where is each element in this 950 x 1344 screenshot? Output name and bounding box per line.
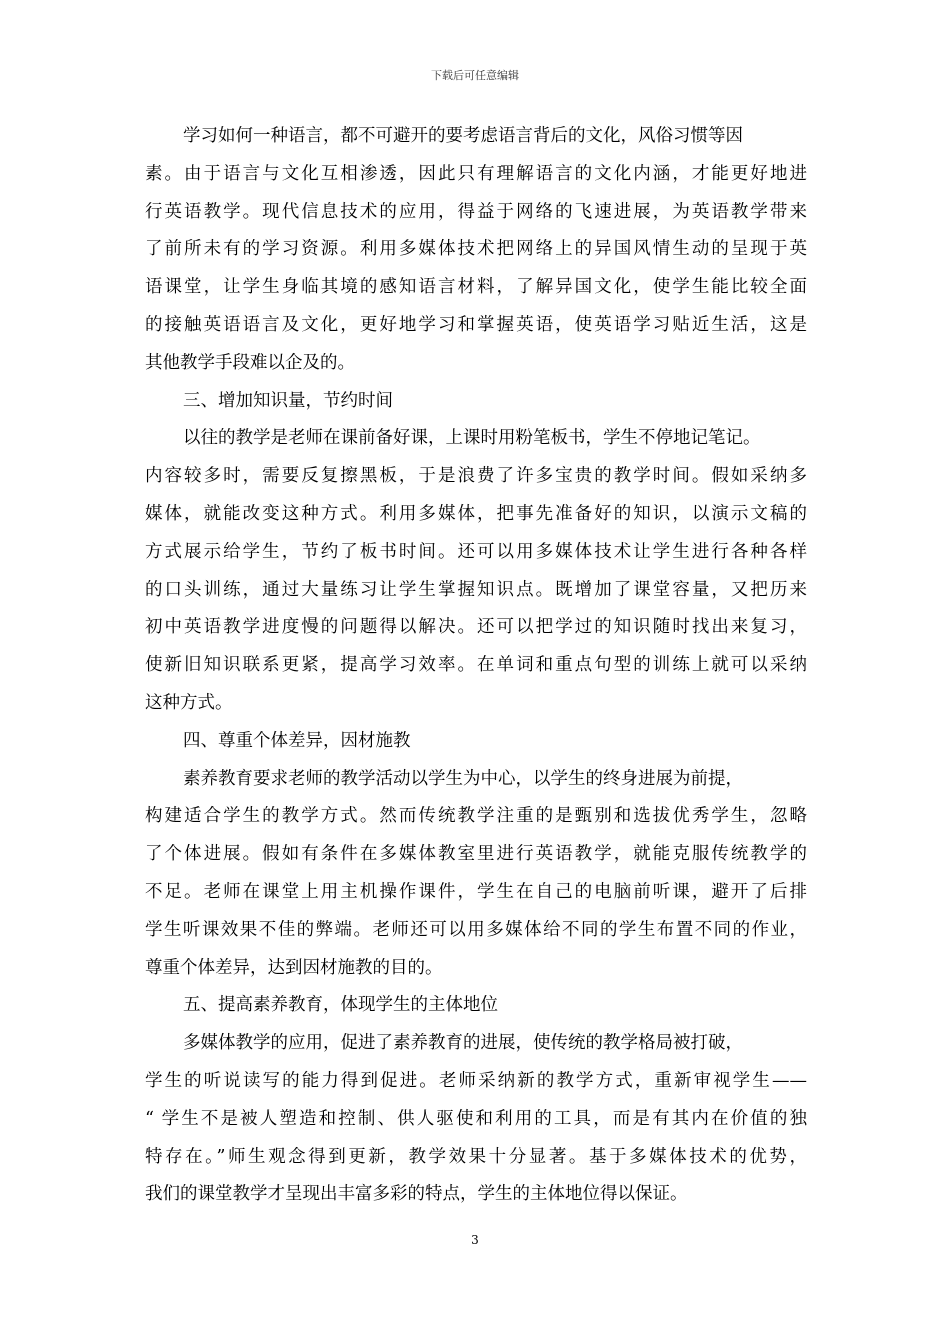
text-line: 我们的课堂教学才呈现出丰富多彩的特点，学生的主体地位得以保证。 xyxy=(145,1184,688,1205)
text-line: 以往的教学是老师在课前备好课，上课时用粉笔板书，学生不停地记笔记。 xyxy=(183,428,761,449)
text-line: 学生的听说读写的能力得到促进。老师采纳新的教学方式，重新审视学生—— xyxy=(145,1070,807,1091)
section-heading: 五、提高素养教育，体现学生的主体地位 xyxy=(183,995,498,1016)
text-line: 使新旧知识联系更紧，提高学习效率。在单词和重点句型的训练上就可以采纳 xyxy=(145,655,807,676)
text-line: “ 学生不是被人塑造和控制、供人驱使和利用的工具，而是有其内在价值的独 xyxy=(145,1108,807,1129)
text-line: 学生听课效果不佳的弊端。老师还可以用多媒体给不同的学生布置不同的作业， xyxy=(145,919,807,940)
page-number: 3 xyxy=(471,1233,479,1247)
text-line: 特存在。”师生观念得到更新，教学效果十分显著。基于多媒体技术的优势， xyxy=(145,1146,807,1167)
text-line: 方式展示给学生，节约了板书时间。还可以用多媒体技术让学生进行各种各样 xyxy=(145,541,807,562)
text-line: 初中英语教学进度慢的问题得以解决。还可以把学过的知识随时找出来复习， xyxy=(145,617,807,638)
section-heading: 三、增加知识量，节约时间 xyxy=(183,390,393,411)
text-line: 素养教育要求老师的教学活动以学生为中心，以学生的终身进展为前提， xyxy=(183,768,743,789)
text-line: 素。由于语言与文化互相渗透，因此只有理解语言的文化内涵，才能更好地进 xyxy=(145,163,807,184)
text-line: 媒体，就能改变这种方式。利用多媒体，把事先准备好的知识，以演示文稿的 xyxy=(145,503,807,524)
text-line: 不足。老师在课堂上用主机操作课件，学生在自己的电脑前听课，避开了后排 xyxy=(145,881,807,902)
text-line: 了前所未有的学习资源。利用多媒体技术把网络上的异国风情生动的呈现于英 xyxy=(145,239,807,260)
text-line: 构建适合学生的教学方式。然而传统教学注重的是甄别和选拔优秀学生，忽略 xyxy=(145,806,807,827)
text-line: 这种方式。 xyxy=(145,692,233,713)
text-line: 语课堂，让学生身临其境的感知语言材料，了解异国文化，使学生能比较全面 xyxy=(145,277,807,298)
page-header: 下载后可任意编辑 xyxy=(431,69,519,82)
text-line: 多媒体教学的应用，促进了素养教育的进展，使传统的教学格局被打破， xyxy=(183,1033,743,1054)
text-line: 了个体进展。假如有条件在多媒体教室里进行英语教学，就能克服传统教学的 xyxy=(145,844,807,865)
document-body xyxy=(145,118,807,1214)
section-heading: 四、尊重个体差异，因材施教 xyxy=(183,730,411,751)
text-line: 的接触英语语言及文化，更好地学习和掌握英语，使英语学习贴近生活，这是 xyxy=(145,314,807,335)
text-line: 学习如何一种语言，都不可避开的要考虑语言背后的文化，风俗习惯等因 xyxy=(183,126,743,146)
text-line: 其他教学手段难以企及的。 xyxy=(145,352,355,373)
text-line: 内容较多时，需要反复擦黑板，于是浪费了许多宝贵的教学时间。假如采纳多 xyxy=(145,466,807,487)
text-line: 的口头训练，通过大量练习让学生掌握知识点。既增加了课堂容量，又把历来 xyxy=(145,579,807,600)
text-line: 行英语教学。现代信息技术的应用，得益于网络的飞速进展，为英语教学带来 xyxy=(145,201,807,222)
text-line: 尊重个体差异，达到因材施教的目的。 xyxy=(145,957,443,978)
